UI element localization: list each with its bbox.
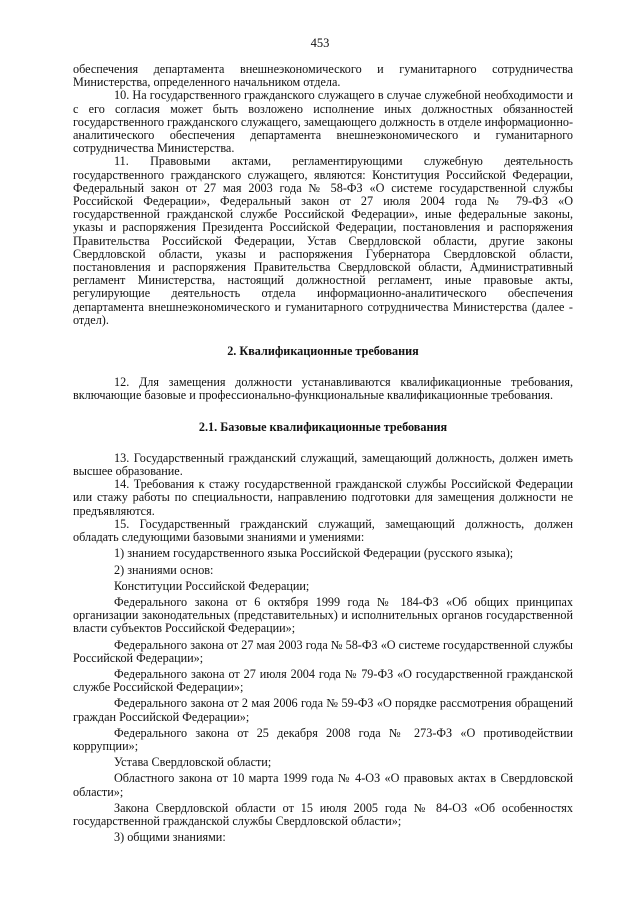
list-item-law-84oz: Закона Свердловской области от 15 июля 2005 года № 84-ОЗ «Об особенностях государственной гражданской службы Свердловской области»; [73, 800, 573, 828]
list-item-charter: Устава Свердловской области; [114, 755, 272, 770]
list-item-law-273fz: Федерального закона от 25 декабря 2008 года № 273-ФЗ «О противодействии коррупции»; [73, 725, 573, 753]
paragraph-10: 10. На государственного гражданского служащего в случае служебной необходимости и с его согласия может быть возложено исполнение иных должностных обязанностей государственного гражданского служащего, замещающего должность в отделе информационно-аналитического обеспечения департамента внешнеэкономического и гуманитарного сотрудничества Министерства. [73, 88, 573, 156]
paragraph-15: 15. Государственный гражданский служащий, замещающий должность, должен обладать следующими базовыми знаниями и умениями: [73, 516, 573, 545]
list-item-law-4oz: Областного закона от 10 марта 1999 года № 4-ОЗ «О правовых актах в Свердловской области»; [73, 771, 573, 799]
list-item-3: 3) общими знаниями: [114, 830, 226, 845]
list-item-2: 2) знаниями основ: [114, 562, 214, 577]
section-heading-2: 2. Квалификационные требования [227, 344, 419, 359]
list-item-1: 1) знанием государственного языка Российской Федерации (русского языка); [114, 546, 514, 561]
paragraph-continuation: обеспечения департамента внешнеэкономического и гуманитарного сотрудничества Министерства, определенного начальником отдела. [73, 62, 573, 90]
list-item-law-184fz: Федерального закона от 6 октября 1999 года № 184-ФЗ «Об общих принципах организации законодательных (представительных) и исполнительных органов государственной власти субъектов Российской Федерации»; [73, 594, 573, 636]
list-item-law-79fz: Федерального закона от 27 июля 2004 года № 79-ФЗ «О государственной гражданской службе Российской Федерации»; [73, 666, 573, 695]
list-item-law-59fz: Федерального закона от 2 мая 2006 года № 59-ФЗ «О порядке рассмотрения обращений граждан Российской Федерации»; [73, 696, 573, 724]
section-heading-2-1: 2.1. Базовые квалификационные требования [198, 419, 448, 434]
paragraph-14: 14. Требования к стажу государственной гражданской службы Российской Федерации или стажу работы по специальности, направлению подготовки для замещения должности не предъявляются. [73, 477, 573, 518]
list-item-constitution: Конституции Российской Федерации; [114, 578, 310, 593]
list-item-law-58fz: Федерального закона от 27 мая 2003 года № 58-ФЗ «О системе государственной службы Российской Федерации»; [73, 637, 573, 665]
page-number: 453 [310, 36, 330, 50]
document-body [73, 63, 573, 844]
paragraph-11: 11. Правовыми актами, регламентирующими служебную деятельность государственного гражданского служащего, являются: Конституция Российской Федерации, Федеральный закон от 27 мая 2003 года № 58-ФЗ «О системе государственной службы Российской Федерации», Федеральный закон от 27 июля 2004 года № 79-ФЗ «О государственной гражданской службе Российской Федерации», иные федеральные законы, указы и распоряжения Президента Российской Федерации, постановления и распоряжения Правительства Российской Федерации, Устав Свердловской области, другие законы Свердловской области, указы и распоряжения Губернатора Свердловской области, постановления и распоряжения Правительства Свердловской области, Административный регламент Министерства, настоящий должностной регламент, иные правовые акты, регулирующие деятельность отдела информационно-аналитического обеспечения департамента внешнеэкономического и гуманитарного сотрудничества Министерства (далее - отдел). [73, 154, 573, 327]
paragraph-12: 12. Для замещения должности устанавливаются квалификационные требования, включающие базовые и профессионально-функциональные квалификационные требования. [73, 375, 573, 403]
paragraph-13: 13. Государственный гражданский служащий, замещающий должность, должен иметь высшее образование. [73, 450, 573, 479]
